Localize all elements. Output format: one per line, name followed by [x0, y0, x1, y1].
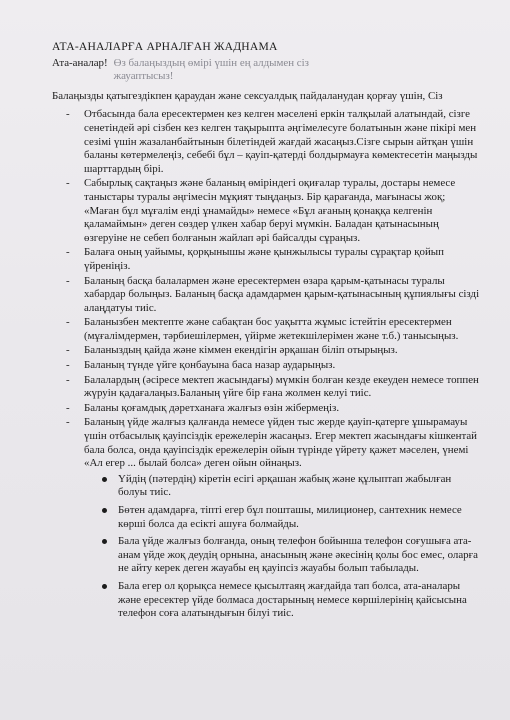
advice-item [52, 108, 480, 176]
bullet-icon [102, 508, 107, 513]
advice-list [52, 108, 480, 620]
advice-text: Отбасында бала ересектермен кез келген мәселені еркін талқылай алатындай, сізге сенетіндей әрі сізбен кез келген тақырыпта әңгімелесуге болатынын және пікірі мен сезімі үшін жазаланбайтынын білетіндей жағдай жасаңыз.Сізге сырын айтқан үшін баланы көтермелеңіз, себебі бұл – қауіп-қатерді болдырмауға көмектесетін маңызды шарттардың бірі. [84, 108, 478, 175]
bullet-icon [102, 539, 107, 544]
advice-item [52, 344, 480, 358]
safety-rule-text: Бөтен адамдарға, тіпті егер бұл пошташы, милиционер, сантехник немесе көрші болса да есікті ашуға болмайды. [118, 504, 462, 530]
greeting-lead: Ата-аналар! [52, 56, 108, 69]
document-title: АТА-АНАЛАРҒА АРНАЛҒАН ЖАДНАМА [52, 40, 278, 53]
dash-marker: - [66, 344, 70, 357]
dash-marker: - [66, 246, 70, 259]
safety-rule-text: Бала үйде жалғыз болғанда, оның телефон бойынша телефон соғушыға ата-анам үйде жоқ деудің орнына, анасының және әкесінің қолы бос емес, оларға не айту керек деген жауабы ең қауіпсіз жауабы болып табылады. [118, 535, 478, 575]
advice-text: Баланың басқа балалармен және ересектермен өзара қарым-қатынасы туралы хабардар болыңыз. Баланың басқа адамдармен қарым-қатынасының құпиялығы сізді алаңдатуы тиіс. [84, 274, 480, 314]
advice-item [52, 359, 480, 373]
dash-marker: - [66, 416, 70, 429]
intro-paragraph: Балаңызды қатыгездікпен қараудан және сексуалдық пайдаланудан қорғау үшін, Сіз [52, 89, 443, 102]
greeting-faded-text: Өз балаңыздың өмірі үшін ең алдымен сіз жауаптысыз! [113, 56, 309, 83]
advice-item [52, 374, 480, 401]
dash-marker: - [66, 401, 70, 414]
dash-marker: - [66, 373, 70, 386]
dash-marker: - [66, 274, 70, 287]
advice-text: Баланыздың қайда және кіммен екендігін әрқашан біліп отырыңыз. [84, 344, 398, 357]
dash-marker: - [66, 108, 70, 121]
advice-text: Баланың түнде үйге қонбауына баса назар аударыңыз. [84, 359, 336, 372]
advice-text: Балаға оның уайымы, қорқынышы және қынжылысы туралы сұрақтар қойып үйреніңіз. [84, 246, 444, 272]
dash-marker: - [66, 359, 70, 372]
dash-marker: - [66, 316, 70, 329]
advice-item [52, 402, 480, 416]
advice-text: Балалардың (әсіресе мектеп жасындағы) мүмкін болған кезде екеуден немесе топпен жүруін қадағалаңыз.Баланың үйге бір ғана жолмен келуі тиіс. [84, 373, 479, 400]
advice-text: Баланың үйде жалғыз қалғанда немесе үйден тыс жерде қауіп-қатерге ұшырамауы үшін отбасылық қауіпсіздік ережелерін жасаңыз. Егер мектеп жасындағы кішкентай бала болса, онда қауіпсіздік ережелерін ойын түрінде үйрету қажет мәселен, үнемі «Ал егер ... былай болса» деген ойын ойнаңыз. [84, 416, 477, 470]
safety-rule-item [84, 535, 480, 576]
greeting-line [52, 57, 480, 84]
safety-rules-list [84, 473, 480, 621]
advice-item [52, 177, 480, 245]
safety-rule-item [84, 473, 480, 500]
advice-item [52, 416, 480, 620]
advice-text: Баланы қоғамдық дәретханаға жалғыз өзін жібермеңіз. [84, 401, 340, 414]
safety-rule-text: Үйдің (пәтердің) кіретін есігі әрқашан жабық және құлыптап жабылған болуы тиіс. [118, 472, 452, 499]
advice-text: Баланызбен мектепте және сабақтан бос уақытта жұмыс істейтін ересектермен (мұғалімдермен, тәрбиешілермен, үйірме жетекшілерімен және т.б.) танысыңыз. [84, 316, 459, 342]
bullet-icon [102, 477, 107, 482]
advice-item [52, 275, 480, 316]
advice-item [52, 246, 480, 273]
safety-rule-item [84, 504, 480, 531]
advice-text: Сабырлық сақтаңыз және баланың өміріндегі оқиғалар туралы, достары немесе таныстары туралы әңгімесін мұқият тыңдаңыз. Бір қарағанда, мағынасы жоқ; «Маған бұл мұғалім енді ұнамайды» немесе «Бұл ағаның қонаққа келгенін қаламаймын» деген сөздер үлкен хабар беруі мүмкін. Баладан қатынасының өзгеруіне не себеп болғанын жайлап әрі байсалды сұраңыз. [84, 177, 456, 244]
dash-marker: - [66, 177, 70, 190]
advice-item [52, 316, 480, 343]
safety-rule-text: Бала егер ол қорықса немесе қысылтаяң жағдайда тап болса, ата-аналары және ересектер үйде болмаса достарының немесе көршілерінің қайсысына телефон соға алатындығын білуі тиіс. [118, 579, 467, 620]
safety-rule-item [84, 580, 480, 621]
bullet-icon [102, 584, 107, 589]
